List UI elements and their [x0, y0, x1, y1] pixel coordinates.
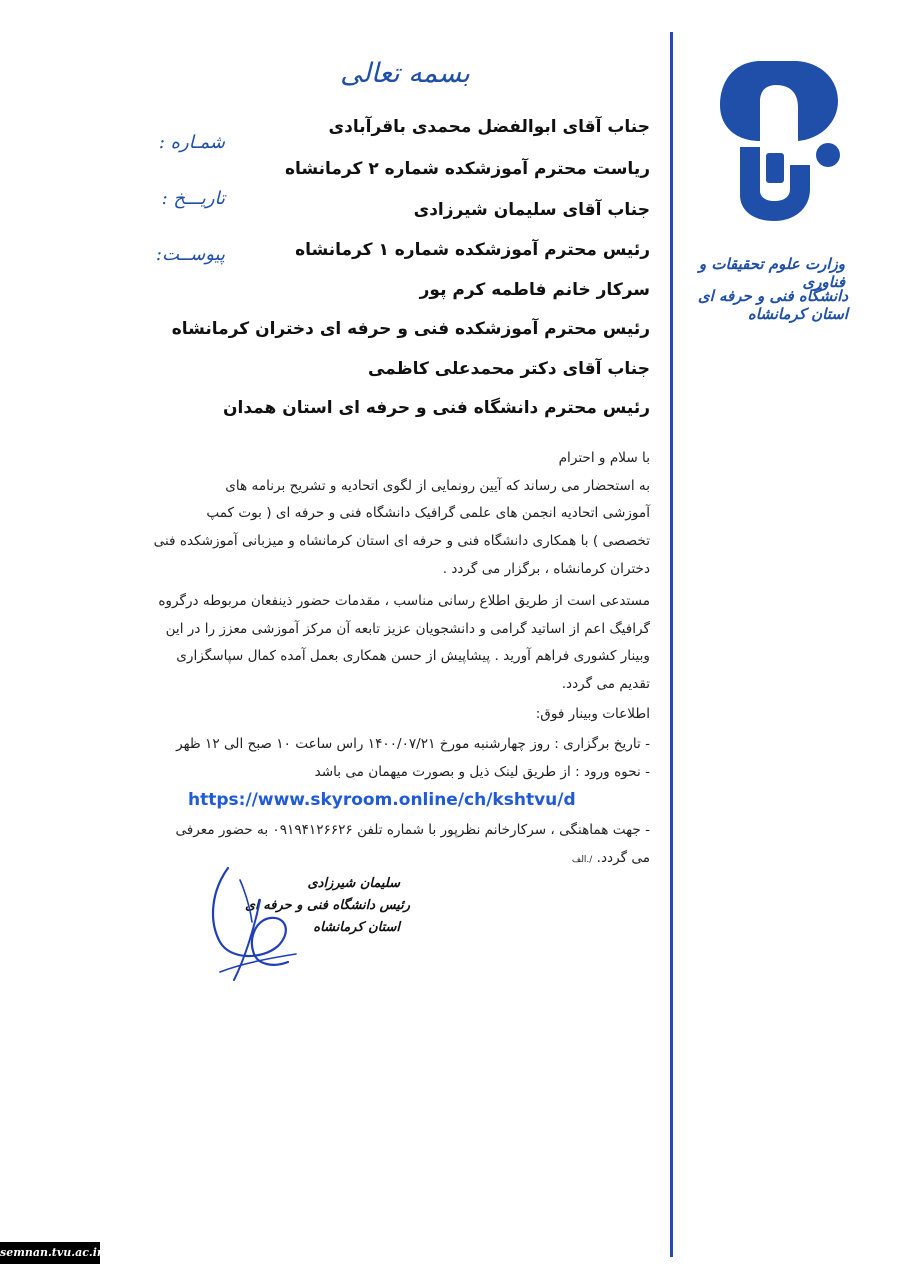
- paragraph-line: دختران کرمانشاه ، برگزار می گردد .: [442, 561, 650, 577]
- signer-title: رئیس دانشگاه فنی و حرفه ای: [244, 898, 410, 913]
- handwritten-signature-icon: [200, 860, 310, 990]
- source-watermark: semnan.tvu.ac.ir: [0, 1242, 100, 1264]
- info-heading: اطلاعات وبینار فوق:: [535, 706, 650, 722]
- paragraph-line: مستدعی است از طریق اطلاع رسانی مناسب ، مقدمات حضور ذینفعان مربوطه درگروه: [158, 593, 650, 609]
- recipient-line: رئیس محترم آموزشکده شماره ۱ کرمانشاه: [295, 240, 650, 260]
- recipient-line: جناب آقای دکتر محمدعلی کاظمی: [367, 359, 650, 379]
- typist-initials: /.الف: [571, 855, 593, 865]
- ministry-name: وزارت علوم تحقیقات و فناوری: [698, 255, 845, 291]
- webinar-date-line: - تاریخ برگزاری : روز چهارشنبه مورخ ۱۴۰۰/۰۷/۲۱ راس ساعت ۱۰ صبح الی ۱۲ ظهر: [176, 736, 650, 752]
- paragraph-line: گرافیگ اعم از اساتید گرامی و دانشجویان عزیز تابعه آن مرکز آموزشی معزز را در این: [165, 621, 650, 637]
- signer-title-region: استان کرمانشاه: [313, 920, 400, 935]
- paragraph-line: تقدیم می گردد.: [561, 676, 650, 692]
- recipient-line: جناب آقای ابوالفضل محمدی باقرآبادی: [328, 117, 650, 137]
- letter-number-label: شمـاره :: [158, 132, 225, 153]
- university-name: دانشگاه فنی و حرفه ای استان کرمانشاه: [697, 287, 848, 323]
- letter-attachment-label: پیوســت:: [155, 244, 225, 265]
- university-logo-icon: [710, 55, 850, 225]
- recipient-line: سرکار خانم فاطمه کرم پور: [419, 280, 650, 300]
- coordination-line-end: می گردد.: [596, 850, 650, 866]
- coordination-line: - جهت هماهنگی ، سرکارخانم نظرپور با شماره تلفن ۰۹۱۹۴۱۲۶۶۲۶ به حضور معرفی: [175, 822, 650, 838]
- webinar-entry-line: - نحوه ورود : از طریق لینک ذیل و بصورت میهمان می باشد: [314, 764, 650, 780]
- signer-name: سلیمان شیرزادی: [307, 876, 400, 891]
- webinar-link[interactable]: https://www.skyroom.online/ch/kshtvu/d: [188, 790, 576, 810]
- paragraph-line: تخصصی ) با همکاری دانشگاه فنی و حرفه ای استان کرمانشاه و میزبانی آموزشکده فنی: [153, 533, 650, 549]
- recipient-line: ریاست محترم آموزشکده شماره ۲ کرمانشاه: [284, 159, 650, 179]
- recipient-line: رئیس محترم آموزشکده فنی و حرفه ای دختران کرمانشاه: [171, 319, 650, 339]
- header-divider-line: [670, 32, 673, 1257]
- coordination-line: [100, 850, 650, 866]
- paragraph-line: آموزشی اتحادیه انجمن های علمی گرافیک دانشگاه فنی و حرفه ای ( بوت کمپ: [206, 505, 650, 521]
- bismillah-heading: بسمه تعالی: [340, 58, 470, 89]
- recipient-line: جناب آقای سلیمان شیرزادی: [413, 200, 650, 220]
- recipient-line: رئیس محترم دانشگاه فنی و حرفه ای استان همدان: [222, 398, 650, 418]
- letter-date-label: تاریـــخ :: [161, 188, 225, 209]
- paragraph-line: به استحضار می رساند که آیین رونمایی از لگوی اتحادیه و تشریح برنامه های: [225, 478, 650, 494]
- paragraph-line: وبینار کشوری فراهم آورید . پیشاپیش از حسن همکاری بعمل آمده کمال سپاسگزاری: [176, 648, 650, 664]
- greeting: با سلام و احترام: [558, 450, 650, 466]
